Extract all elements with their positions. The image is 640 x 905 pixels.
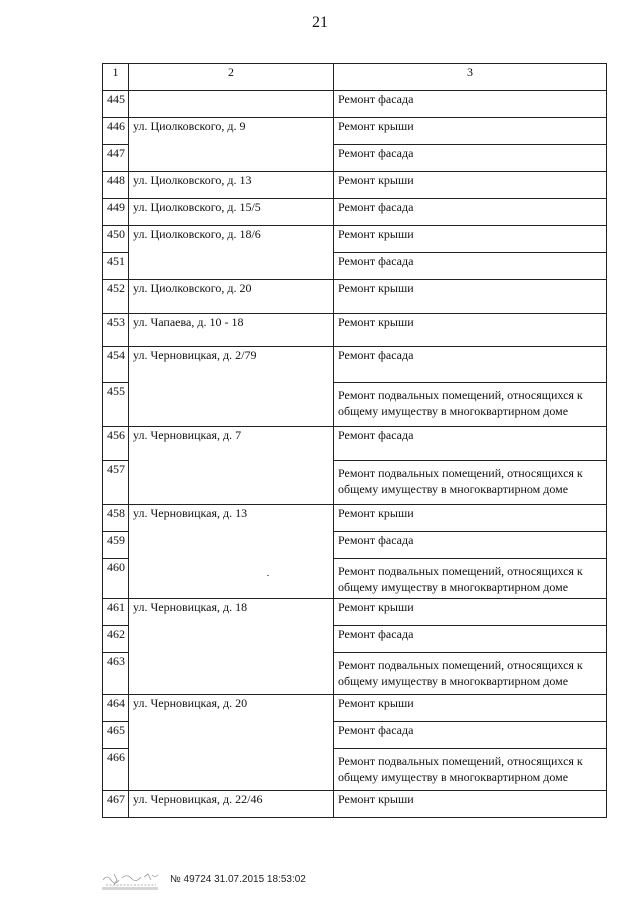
registration-stamp-text: № 49724 31.07.2015 18:53:02 xyxy=(170,874,306,885)
work-cell: Ремонт подвальных помещений, относящихся к общему имуществу в многоквартирном доме xyxy=(334,461,607,505)
work-cell: Ремонт крыши xyxy=(334,226,607,253)
table-row xyxy=(103,427,607,461)
address-cell: ул. Черновицкая, д. 7 xyxy=(129,427,334,505)
page-number: 21 xyxy=(312,14,328,31)
address-cell: ул. Циолковского, д. 18/6 xyxy=(129,226,334,280)
row-number: 457 xyxy=(103,461,129,505)
work-cell: Ремонт подвальных помещений, относящихся к общему имуществу в многоквартирном доме xyxy=(334,559,607,599)
register-table xyxy=(102,63,607,818)
row-number: 456 xyxy=(103,427,129,461)
work-cell: Ремонт крыши xyxy=(334,695,607,722)
registration-footer xyxy=(100,868,360,894)
work-cell: Ремонт подвальных помещений, относящихся к общему имуществу в многоквартирном доме xyxy=(334,383,607,427)
table-row xyxy=(103,791,607,818)
address-cell: ул. Черновицкая, д. 20 xyxy=(129,695,334,791)
row-number: 452 xyxy=(103,280,129,314)
address-cell: ул. Циолковского, д. 20 xyxy=(129,280,334,314)
table-row xyxy=(103,118,607,145)
row-number: 455 xyxy=(103,383,129,427)
work-cell: Ремонт фасада xyxy=(334,626,607,653)
address-cell xyxy=(129,91,334,118)
work-cell: Ремонт крыши xyxy=(334,172,607,199)
row-number: 449 xyxy=(103,199,129,226)
address-cell: ул. Черновицкая, д. 2/79 xyxy=(129,347,334,427)
work-cell: Ремонт подвальных помещений, относящихся к общему имуществу в многоквартирном доме xyxy=(334,653,607,695)
work-cell: Ремонт фасада xyxy=(334,199,607,226)
row-number: 445 xyxy=(103,91,129,118)
address-cell: ул. Чапаева, д. 10 - 18 xyxy=(129,314,334,347)
row-number: 447 xyxy=(103,145,129,172)
table-row xyxy=(103,91,607,118)
table-row xyxy=(103,280,607,314)
row-number: 448 xyxy=(103,172,129,199)
row-number: 464 xyxy=(103,695,129,722)
work-cell: Ремонт фасада xyxy=(334,145,607,172)
header-cell-1: 1 xyxy=(103,64,129,91)
table-row xyxy=(103,314,607,347)
header-cell-3: 3 xyxy=(334,64,607,91)
row-number: 451 xyxy=(103,253,129,280)
row-number: 461 xyxy=(103,599,129,626)
work-cell: Ремонт крыши xyxy=(334,280,607,314)
address-cell: ул. Циолковского, д. 15/5 xyxy=(129,199,334,226)
work-cell: Ремонт крыши xyxy=(334,791,607,818)
work-cell: Ремонт фасада xyxy=(334,347,607,383)
work-cell: Ремонт крыши xyxy=(334,314,607,347)
address-cell: ул. Черновицкая, д. 13 xyxy=(129,505,334,599)
work-cell: Ремонт фасада xyxy=(334,532,607,559)
table-row xyxy=(103,226,607,253)
table-header-row xyxy=(103,64,607,91)
table-row xyxy=(103,505,607,532)
work-cell: Ремонт фасада xyxy=(334,91,607,118)
row-number: 460 xyxy=(103,559,129,599)
work-cell: Ремонт крыши xyxy=(334,599,607,626)
registry-stamp-icon xyxy=(100,868,162,892)
address-cell: ул. Черновицкая, д. 22/46 xyxy=(129,791,334,818)
work-cell: Ремонт фасада xyxy=(334,253,607,280)
table-row xyxy=(103,347,607,383)
work-cell: Ремонт крыши xyxy=(334,505,607,532)
row-number: 446 xyxy=(103,118,129,145)
scan-speck xyxy=(267,575,269,576)
row-number: 453 xyxy=(103,314,129,347)
work-cell: Ремонт фасада xyxy=(334,722,607,749)
row-number: 462 xyxy=(103,626,129,653)
row-number: 466 xyxy=(103,749,129,791)
work-cell: Ремонт фасада xyxy=(334,427,607,461)
work-cell: Ремонт крыши xyxy=(334,118,607,145)
row-number: 463 xyxy=(103,653,129,695)
row-number: 459 xyxy=(103,532,129,559)
address-cell: ул. Циолковского, д. 9 xyxy=(129,118,334,172)
row-number: 467 xyxy=(103,791,129,818)
address-cell: ул. Черновицкая, д. 18 xyxy=(129,599,334,695)
table-row xyxy=(103,199,607,226)
table-row xyxy=(103,599,607,626)
table-row xyxy=(103,172,607,199)
row-number: 450 xyxy=(103,226,129,253)
row-number: 458 xyxy=(103,505,129,532)
row-number: 454 xyxy=(103,347,129,383)
table-row xyxy=(103,695,607,722)
address-cell: ул. Циолковского, д. 13 xyxy=(129,172,334,199)
row-number: 465 xyxy=(103,722,129,749)
work-cell: Ремонт подвальных помещений, относящихся к общему имуществу в многоквартирном доме xyxy=(334,749,607,791)
header-cell-2: 2 xyxy=(129,64,334,91)
